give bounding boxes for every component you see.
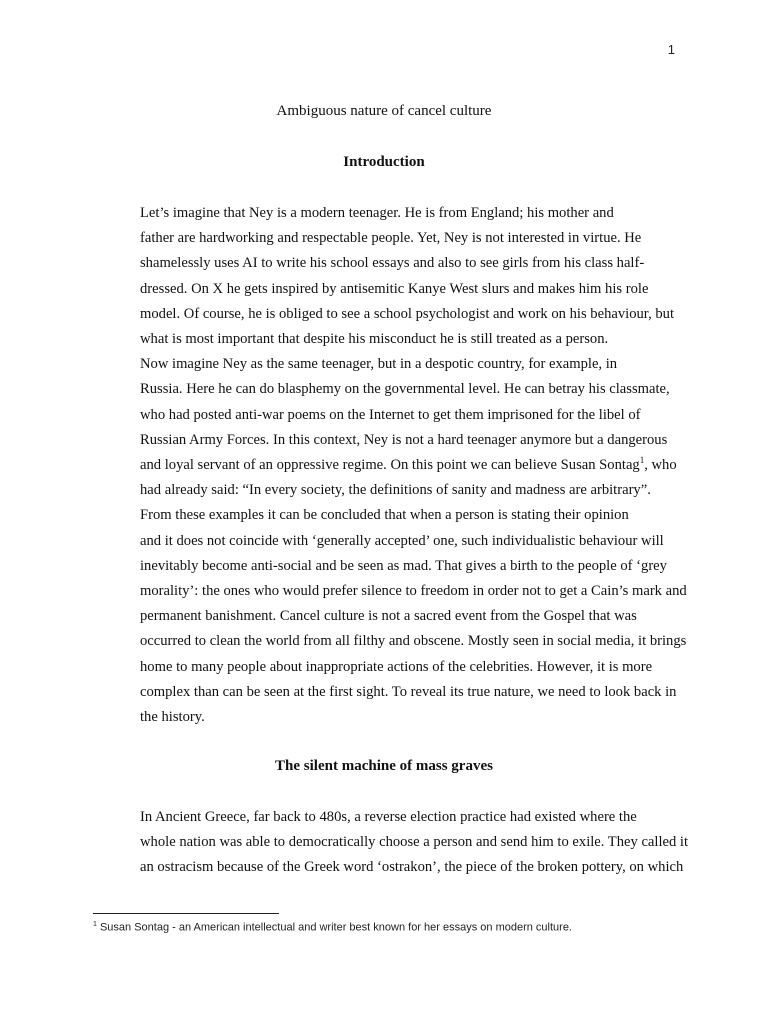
text-line: whole nation was able to democratically choose a person and send him to exile. They called it <box>140 834 689 851</box>
text-segment: , who <box>644 457 677 474</box>
text-line: dressed. On X he gets inspired by antisemitic Kanye West slurs and makes him his role <box>140 280 649 297</box>
document-title: Ambiguous nature of cancel culture <box>276 103 492 119</box>
introduction-body <box>93 201 687 730</box>
paragraph-ney-russia <box>93 352 681 503</box>
text-line: Let’s imagine that Ney is a modern teenager. He is from England; his mother and <box>140 205 614 221</box>
text-line: Russia. Here he can do blasphemy on the governmental level. He can betray his classmate, <box>140 381 670 398</box>
footnote-text: Susan Sontag - an American intellectual and writer best known for her essays on modern culture. <box>96 921 572 934</box>
text-line: occurred to clean the world from all filthy and obscene. Mostly seen in social media, it brings <box>140 633 687 650</box>
footnote-separator <box>93 913 279 914</box>
text-line: Russian Army Forces. In this context, Ney is not a hard teenager anymore but a dangerous <box>140 431 668 448</box>
text-line: who had posted anti-war poems on the Internet to get them imprisoned for the libel of <box>140 406 641 423</box>
text-line: permanent banishment. Cancel culture is not a sacred event from the Gospel that was <box>140 608 637 625</box>
paragraph-ancient-greece <box>93 805 689 881</box>
text-line: had already said: “In every society, the definitions of sanity and madness are arbitrary”. <box>140 482 651 499</box>
paragraph-ney-england <box>93 201 681 352</box>
text-line <box>93 453 681 478</box>
text-line: From these examples it can be concluded that when a person is stating their opinion <box>140 507 629 524</box>
text-line: model. Of course, he is obliged to see a school psychologist and work on his behaviour, but <box>140 305 675 322</box>
section-heading-introduction: Introduction <box>343 154 425 170</box>
text-line: shamelessly uses AI to write his school essays and also to see girls from his class half- <box>140 255 645 272</box>
text-segment: and loyal servant of an oppressive regime. On this point we can believe Susan Sontag <box>140 457 640 474</box>
silent-machine-body <box>93 805 689 881</box>
footnote <box>93 921 693 934</box>
text-line: inevitably become anti-social and be seen as mad. That gives a birth to the people of ‘grey <box>140 557 667 574</box>
text-line: father are hardworking and respectable people. Yet, Ney is not interested in virtue. He <box>140 230 642 247</box>
footnote-reference[interactable]: 1 <box>639 455 645 466</box>
footnote-marker: 1 <box>93 921 97 928</box>
page-number: 1 <box>667 42 675 57</box>
section-heading-silent-machine: The silent machine of mass graves <box>275 758 493 774</box>
paragraph-conclusion <box>93 503 687 730</box>
text-line: complex than can be seen at the first sight. To reveal its true nature, we need to look back in <box>140 683 677 700</box>
text-line: morality’: the ones who would prefer silence to freedom in order not to get a Cain’s mark and <box>140 583 687 600</box>
text-line: an ostracism because of the Greek word ‘ostrakon’, the piece of the broken pottery, on which <box>140 859 684 876</box>
text-line: the history. <box>140 709 205 726</box>
text-line: home to many people about inappropriate actions of the celebrities. However, it is more <box>140 658 653 675</box>
text-line: and it does not coincide with ‘generally accepted’ one, such individualistic behaviour will <box>140 532 664 549</box>
text-line: In Ancient Greece, far back to 480s, a reverse election practice had existed where the <box>140 809 637 825</box>
text-line: Now imagine Ney as the same teenager, but in a despotic country, for example, in <box>140 356 618 373</box>
text-line: what is most important that despite his misconduct he is still treated as a person. <box>140 331 609 348</box>
